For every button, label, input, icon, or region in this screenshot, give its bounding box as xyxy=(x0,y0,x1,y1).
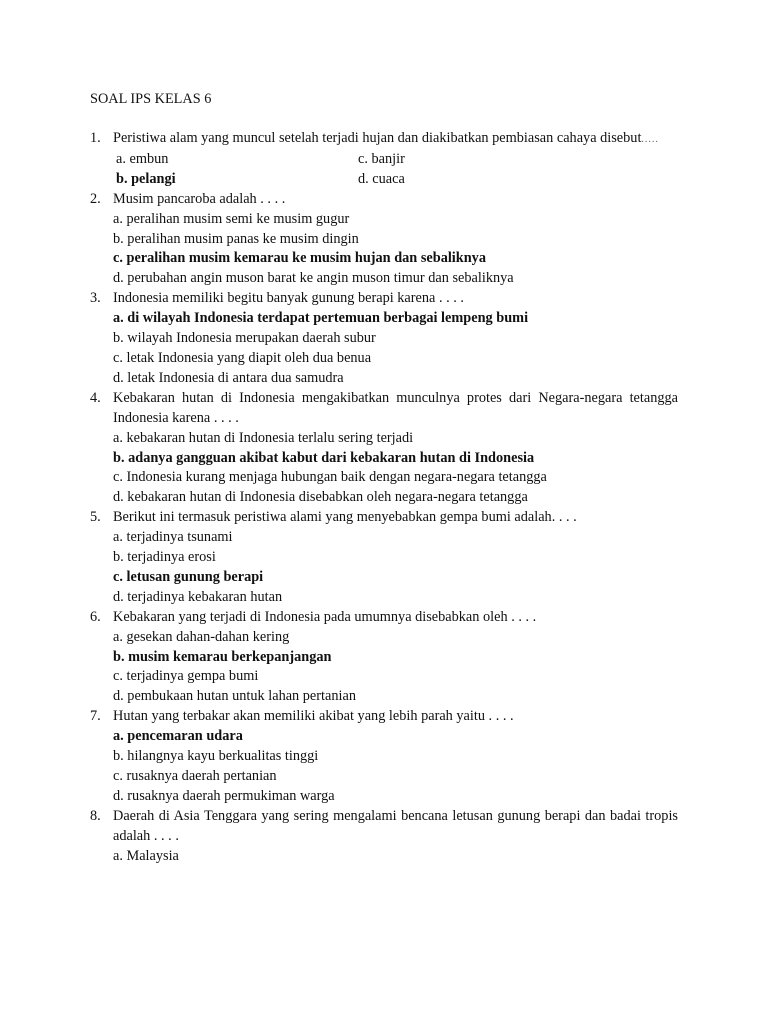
option-label: a. xyxy=(113,847,127,864)
option-label: b. xyxy=(113,748,128,765)
option-label: c. xyxy=(113,668,127,685)
question-item xyxy=(90,129,678,190)
option-label: b. xyxy=(116,170,132,187)
answer-option xyxy=(113,349,678,369)
answer-option xyxy=(113,150,358,170)
question-text xyxy=(113,508,678,528)
answer-option xyxy=(113,747,678,767)
option-label: a. xyxy=(113,210,127,227)
option-label: d. xyxy=(113,489,128,506)
question-text-main: Daerah di Asia Tenggara yang sering mengalami bencana letusan gunung berapi dan badai tropis adalah . . . . xyxy=(113,807,678,844)
option-list xyxy=(113,847,678,867)
option-label: c. xyxy=(113,568,127,585)
option-label: d. xyxy=(113,688,128,705)
option-text: musim kemarau berkepanjangan xyxy=(128,648,332,665)
question-text-main: Hutan yang terbakar akan memiliki akibat yang lebih parah yaitu . . . . xyxy=(113,708,514,725)
question-item xyxy=(90,508,678,608)
option-text: banjir xyxy=(371,150,405,167)
question-number: 6. xyxy=(90,608,101,625)
answer-option xyxy=(113,230,678,250)
answer-option-correct xyxy=(113,648,678,668)
option-text: letusan gunung berapi xyxy=(126,568,264,585)
option-text: pembukaan hutan untuk lahan pertanian xyxy=(127,688,356,705)
option-label: a. xyxy=(113,728,128,745)
option-label: c. xyxy=(113,469,127,486)
option-list xyxy=(113,150,678,190)
answer-option xyxy=(113,548,678,568)
question-item xyxy=(90,707,678,807)
question-item xyxy=(90,389,678,508)
question-number: 1. xyxy=(90,130,101,146)
option-text: cuaca xyxy=(372,170,405,187)
question-text-main: Musim pancaroba adalah . . . . xyxy=(113,190,286,207)
option-list xyxy=(113,429,678,509)
option-text: kebakaran hutan di Indonesia terlalu sering terjadi xyxy=(126,429,414,446)
option-text: pencemaran udara xyxy=(127,728,243,745)
option-text: pelangi xyxy=(131,170,176,187)
option-text: kebakaran hutan di Indonesia disebabkan oleh negara-negara tetangga xyxy=(127,489,528,506)
question-item xyxy=(90,190,678,290)
option-label: d. xyxy=(113,588,128,605)
answer-option xyxy=(113,429,678,449)
option-text: hilangnya kayu berkualitas tinggi xyxy=(127,748,319,765)
option-text: terjadinya kebakaran hutan xyxy=(127,588,283,605)
answer-option xyxy=(113,528,678,548)
answer-option xyxy=(113,687,678,707)
option-text: Indonesia kurang menjaga hubungan baik dengan negara-negara tetangga xyxy=(126,469,547,486)
question-number: 4. xyxy=(90,389,101,406)
answer-option xyxy=(113,667,678,687)
answer-option xyxy=(113,329,678,349)
option-text: peralihan musim semi ke musim gugur xyxy=(126,210,350,227)
question-text xyxy=(113,807,678,847)
option-label: d. xyxy=(358,170,373,187)
answer-option xyxy=(113,210,678,230)
option-label: c. xyxy=(113,349,127,366)
option-label: b. xyxy=(113,648,129,665)
option-list xyxy=(113,628,678,708)
option-text: gesekan dahan-dahan kering xyxy=(126,628,290,645)
option-label: a. xyxy=(113,628,127,645)
option-label: b. xyxy=(113,330,128,347)
document-title: SOAL IPS KELAS 6 xyxy=(90,91,212,107)
option-text: rusaknya daerah pertanian xyxy=(126,768,277,784)
question-trailing-dots: ..... xyxy=(641,134,659,145)
question-text xyxy=(113,129,678,150)
question-item xyxy=(90,807,678,867)
answer-option-correct xyxy=(113,309,678,329)
option-text: adanya gangguan akibat kabut dari kebakaran hutan di Indonesia xyxy=(128,449,535,466)
question-item xyxy=(90,608,678,708)
question-number: 3. xyxy=(90,290,101,307)
answer-option xyxy=(113,767,678,787)
question-number: 8. xyxy=(90,807,101,824)
question-text-main: Berikut ini termasuk peristiwa alami yang menyebabkan gempa bumi adalah. . . . xyxy=(113,509,577,526)
option-label: a. xyxy=(116,150,130,167)
question-text xyxy=(113,608,678,628)
option-label: b. xyxy=(113,449,129,466)
option-label: d. xyxy=(113,787,128,804)
option-label: c. xyxy=(113,768,127,784)
option-list xyxy=(113,528,678,608)
option-label: c. xyxy=(358,150,372,167)
option-list xyxy=(113,210,678,290)
question-text xyxy=(113,289,678,309)
option-label: d. xyxy=(113,270,128,287)
answer-option xyxy=(113,628,678,648)
option-text: terjadinya tsunami xyxy=(126,529,233,546)
option-text: terjadinya gempa bumi xyxy=(126,668,259,685)
question-text xyxy=(113,389,678,429)
answer-option xyxy=(113,847,678,867)
question-number: 2. xyxy=(90,190,101,207)
option-text: embun xyxy=(129,150,169,167)
option-text: Malaysia xyxy=(126,847,179,864)
answer-option-correct xyxy=(113,170,358,190)
answer-option xyxy=(113,787,678,807)
option-label: b. xyxy=(113,549,128,566)
answer-option xyxy=(113,369,678,389)
question-list xyxy=(90,129,678,867)
question-text-main: Kebakaran hutan di Indonesia mengakibatkan munculnya protes dari Negara-negara tetangga Indonesia karena . . . . xyxy=(113,389,678,426)
answer-option-correct xyxy=(113,249,678,269)
answer-option-correct xyxy=(113,568,678,588)
question-text xyxy=(113,707,678,727)
option-label: b. xyxy=(113,230,128,247)
answer-option xyxy=(358,150,678,170)
option-text: di wilayah Indonesia terdapat pertemuan berbagai lempeng bumi xyxy=(127,310,529,327)
answer-option xyxy=(113,588,678,608)
option-text: letak Indonesia yang diapit oleh dua benua xyxy=(126,349,372,366)
option-text: peralihan musim kemarau ke musim hujan dan sebaliknya xyxy=(126,250,486,267)
option-list xyxy=(113,727,678,807)
option-text: rusaknya daerah permukiman warga xyxy=(127,787,335,804)
question-number: 5. xyxy=(90,509,101,526)
question-text xyxy=(113,190,678,210)
answer-option xyxy=(113,488,678,508)
question-number: 7. xyxy=(90,708,101,725)
option-label: d. xyxy=(113,369,128,386)
option-text: perubahan angin muson barat ke angin muson timur dan sebaliknya xyxy=(127,270,514,287)
question-item xyxy=(90,289,678,389)
question-text-main: Kebakaran yang terjadi di Indonesia pada umumnya disebabkan oleh . . . . xyxy=(113,608,537,625)
option-label: a. xyxy=(113,529,127,546)
option-text: peralihan musim panas ke musim dingin xyxy=(127,230,359,247)
answer-option xyxy=(113,269,678,289)
option-list xyxy=(113,309,678,389)
option-text: wilayah Indonesia merupakan daerah subur xyxy=(127,330,376,347)
option-label: a. xyxy=(113,429,127,446)
answer-option xyxy=(358,170,678,190)
answer-option xyxy=(113,468,678,488)
option-label: c. xyxy=(113,250,127,267)
answer-option-correct xyxy=(113,727,678,747)
question-text-main: Peristiwa alam yang muncul setelah terjadi hujan dan diakibatkan pembiasan cahaya disebut xyxy=(113,130,642,146)
option-text: terjadinya erosi xyxy=(127,549,216,566)
option-text: letak Indonesia di antara dua samudra xyxy=(127,369,344,386)
question-text-main: Indonesia memiliki begitu banyak gunung berapi karena . . . . xyxy=(113,290,464,307)
answer-option-correct xyxy=(113,449,678,469)
option-label: a. xyxy=(113,310,128,327)
